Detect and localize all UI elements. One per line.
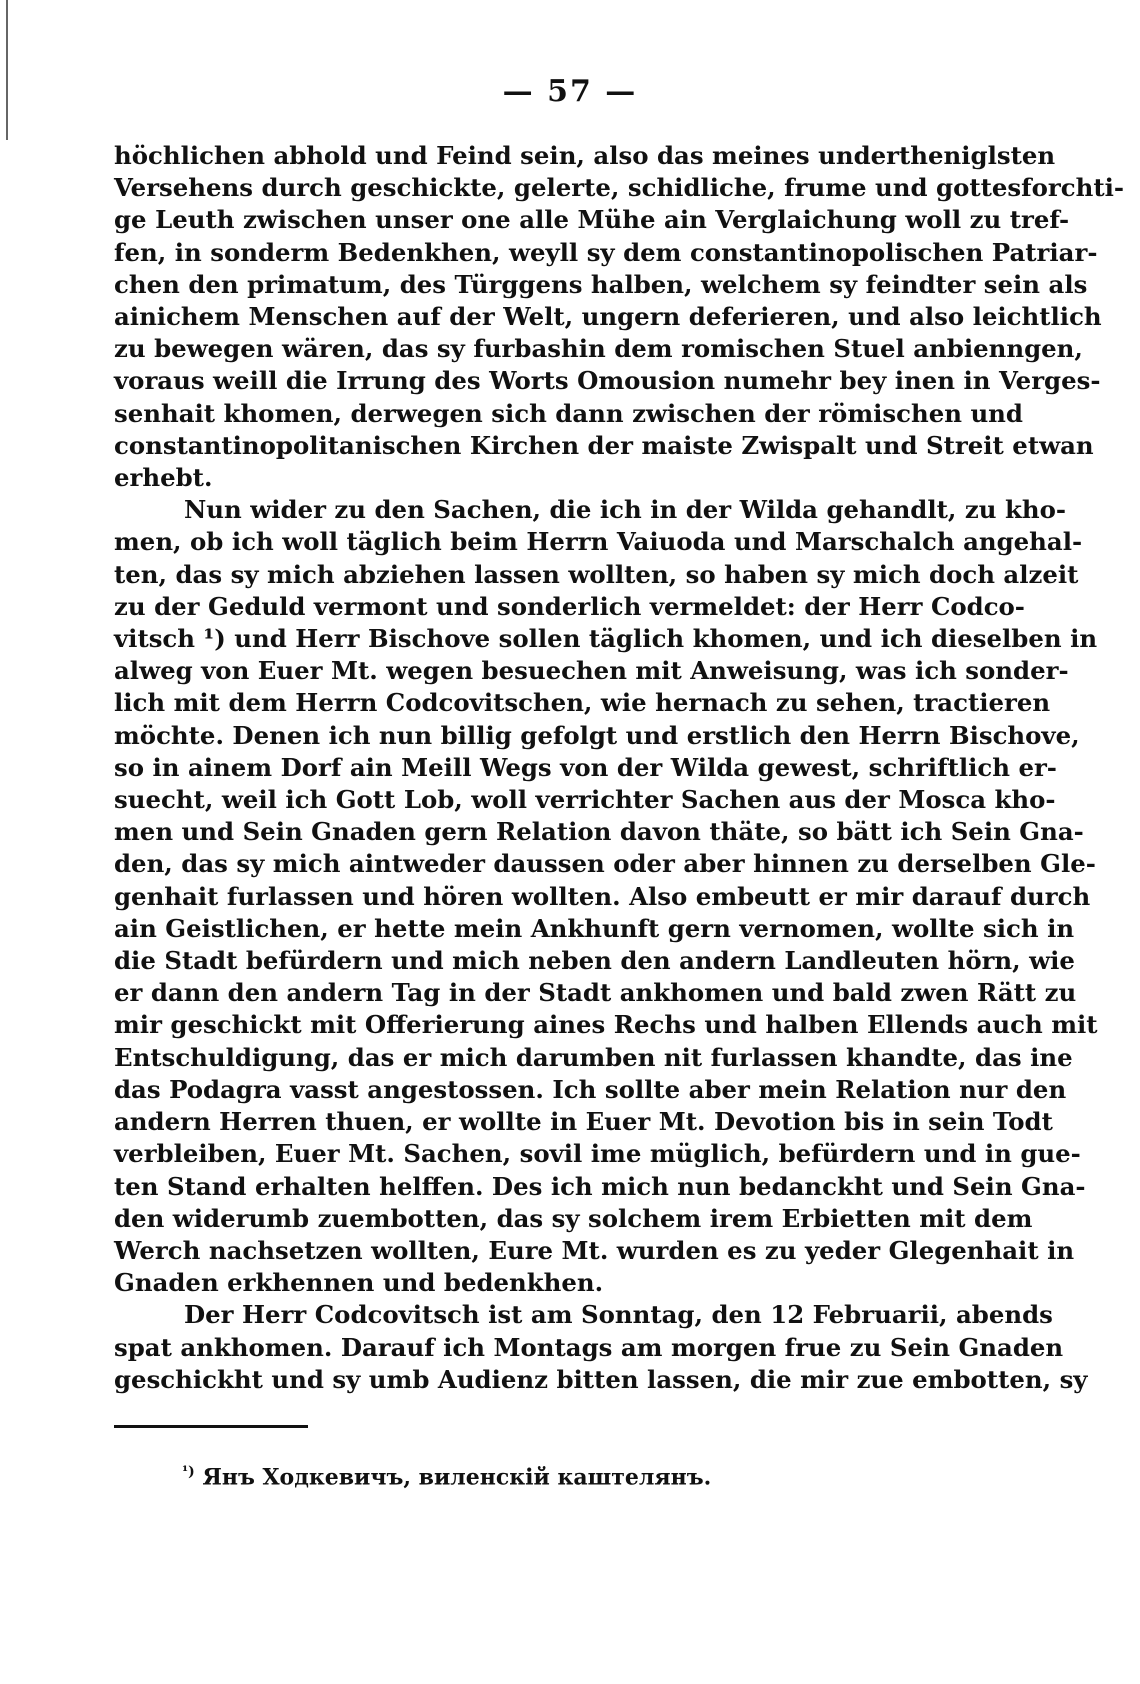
- text-line: constantinopolitanischen Kirchen der maiste Zwispalt und Streit etwan: [114, 430, 1094, 460]
- text-line: Werch nachsetzen wollten, Eure Mt. wurden es zu yeder Glegenhait in: [114, 1235, 1075, 1265]
- text-line: genhait furlassen und hören wollten. Also embeutt er mir darauf durch: [114, 881, 1091, 911]
- footnote-text: Янъ Ходкевичъ, виленскій каштелянъ.: [202, 1464, 712, 1491]
- text-line: ainichem Menschen auf der Welt, ungern deferieren, und also leichtlich: [114, 302, 1102, 332]
- text-line: lich mit dem Herrn Codcovitschen, wie hernach zu sehen, tractieren: [114, 688, 1051, 718]
- text-line: zu bewegen wären, das sy furbashin dem romischen Stuel anbienngen,: [114, 334, 1083, 364]
- text-line: andern Herren thuen, er wollte in Euer Mt. Devotion bis in sein Todt: [114, 1107, 1053, 1137]
- text-line: möchte. Denen ich nun billig gefolgt und erstlich den Herrn Bischove,: [114, 720, 1080, 750]
- text-line: das Podagra vasst angestossen. Ich sollte aber mein Relation nur den: [114, 1074, 1067, 1104]
- text-line: erhebt.: [114, 463, 213, 493]
- text-line: so in ainem Dorf ain Meill Wegs von der Wilda gewest, schriftlich er-: [114, 752, 1057, 782]
- text-line: alweg von Euer Mt. wegen besuechen mit Anweisung, was ich sonder-: [114, 656, 1069, 686]
- text-line: voraus weill die Irrung des Worts Omousion numehr bey inen in Verges-: [114, 366, 1101, 396]
- text-line: höchlichen abhold und Feind sein, also das meines undertheniglsten: [114, 141, 1056, 170]
- text-line: zu der Geduld vermont und sonderlich vermeldet: der Herr Codco-: [114, 591, 1025, 621]
- text-line: Entschuldigung, das er mich darumben nit furlassen khandte, das ine: [114, 1042, 1073, 1072]
- text-line: Versehens durch geschickte, gelerte, schidliche, frume und gottesforchti-: [114, 173, 1124, 203]
- text-line: ten, das sy mich abziehen lassen wollten, so haben sy mich doch alzeit: [114, 559, 1079, 589]
- text-line: verbleiben, Euer Mt. Sachen, sovil ime müglich, befürdern und in gue-: [114, 1139, 1081, 1169]
- text-line: chen den primatum, des Türggens halben, welchem sy feindter sein als: [114, 269, 1088, 299]
- text-line: ten Stand erhalten helffen. Des ich mich nun bedanckht und Sein Gna-: [114, 1171, 1086, 1201]
- text-line: er dann den andern Tag in der Stadt ankhomen und bald zwen Rätt zu: [114, 978, 1077, 1008]
- page-number: — 57 —: [502, 74, 638, 109]
- text-line: Gnaden erkhennen und bedenkhen.: [114, 1268, 604, 1298]
- footnote-mark: ¹): [182, 1464, 195, 1480]
- text-line: ge Leuth zwischen unser one alle Mühe ain Verglaichung woll zu tref-: [114, 205, 1070, 235]
- footnote-rule: [114, 1425, 308, 1428]
- text-line: fen, in sonderm Bedenkhen, weyll sy dem constantinopolischen Patriar-: [114, 237, 1098, 267]
- text-line: vitsch ¹) und Herr Bischove sollen täglich khomen, und ich dieselben in: [114, 624, 1098, 654]
- text-line: geschickht und sy umb Audienz bitten lassen, die mir zue embotten, sy: [114, 1364, 1088, 1394]
- text-line: den, das sy mich aintweder daussen oder aber hinnen zu derselben Gle-: [114, 849, 1096, 879]
- text-line: suecht, weil ich Gott Lob, woll verrichter Sachen aus der Mosca kho-: [114, 785, 1056, 815]
- page-edge-line: [6, 0, 8, 140]
- footnote: [182, 1464, 711, 1490]
- text-line: senhait khomen, derwegen sich dann zwischen der römischen und: [114, 398, 1023, 428]
- text-line: men und Sein Gnaden gern Relation davon thäte, so bätt ich Sein Gna-: [114, 817, 1084, 847]
- text-line: mir geschickt mit Offerierung aines Rechs und halben Ellends auch mit: [114, 1010, 1098, 1040]
- text-line: die Stadt befürdern und mich neben den andern Landleuten hörn, wie: [114, 946, 1075, 976]
- text-line: spat ankhomen. Darauf ich Montags am morgen frue zu Sein Gnaden: [114, 1332, 1064, 1362]
- text-line: den widerumb zuembotten, das sy solchem irem Erbietten mit dem: [114, 1203, 1033, 1233]
- text-line: Der Herr Codcovitsch ist am Sonntag, den 12 Februarii, abends: [184, 1300, 1053, 1330]
- text-line: Nun wider zu den Sachen, die ich in der Wilda gehandlt, zu kho-: [184, 495, 1066, 525]
- text-line: ain Geistlichen, er hette mein Ankhunft gern vernomen, wollte sich in: [114, 913, 1075, 943]
- text-line: men, ob ich woll täglich beim Herrn Vaiuoda und Marschalch angehal-: [114, 527, 1083, 557]
- body-text: [114, 140, 1124, 1396]
